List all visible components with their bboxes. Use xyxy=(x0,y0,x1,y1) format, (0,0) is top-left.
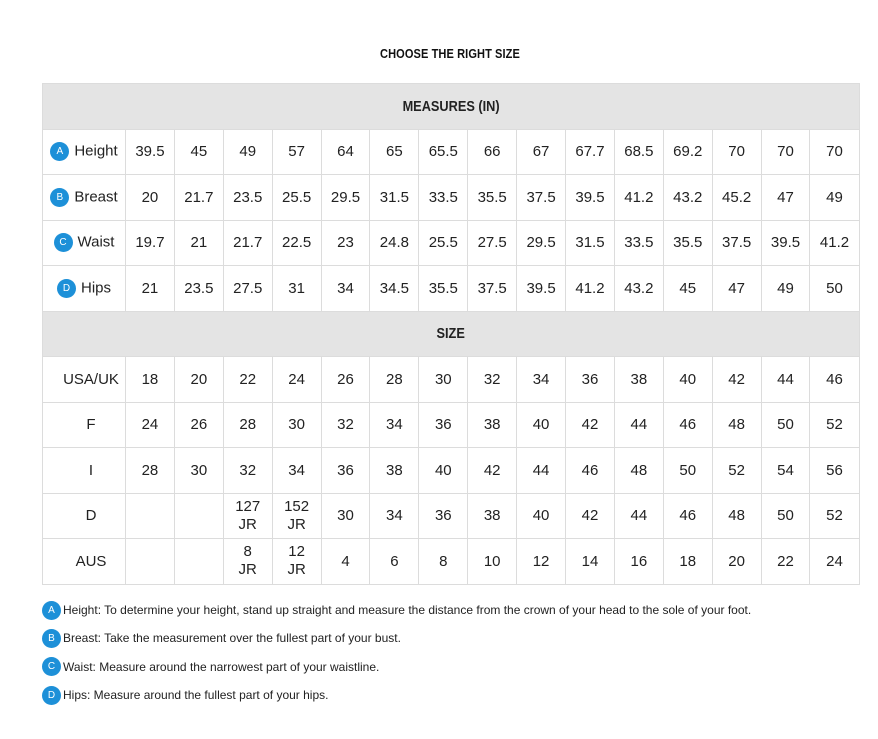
table-cell-line: JR xyxy=(238,515,257,533)
table-cell: 48 xyxy=(614,448,663,494)
table-cell: 70 xyxy=(810,129,859,175)
table-cell: 49 xyxy=(761,266,810,312)
row-label-text: AUS xyxy=(75,552,107,570)
measure-row xyxy=(43,266,860,312)
table-cell: 34 xyxy=(370,402,419,448)
table-cell: 25.5 xyxy=(419,220,468,266)
table-cell: 30 xyxy=(174,448,223,494)
row-label xyxy=(43,266,126,312)
table-cell-line: 12 xyxy=(288,543,305,561)
table-cell: 36 xyxy=(419,402,468,448)
size-chart-table xyxy=(42,83,860,585)
size-row xyxy=(43,493,860,539)
table-cell: 46 xyxy=(663,493,712,539)
table-cell: 40 xyxy=(663,357,712,403)
table-cell: 35.5 xyxy=(419,266,468,312)
table-cell: 52 xyxy=(810,493,859,539)
page-title: CHOOSE THE RIGHT SIZE xyxy=(380,46,520,61)
table-cell: 31.5 xyxy=(370,175,419,221)
table-cell: 16 xyxy=(614,539,663,585)
note-text: Waist: Measure around the narrowest part of your waistline. xyxy=(63,659,380,674)
table-cell: 28 xyxy=(126,448,175,494)
table-cell: 4 xyxy=(321,539,370,585)
measure-row xyxy=(43,175,860,221)
table-cell xyxy=(223,539,272,585)
table-cell: 70 xyxy=(712,129,761,175)
row-label xyxy=(43,129,126,175)
table-cell: 50 xyxy=(663,448,712,494)
row-label xyxy=(43,220,126,266)
letter-badge-icon: B xyxy=(42,629,61,648)
letter-badge-icon: A xyxy=(50,142,69,161)
table-cell xyxy=(174,493,223,539)
table-cell: 52 xyxy=(810,402,859,448)
table-cell: 38 xyxy=(468,493,517,539)
row-label-text: F xyxy=(86,416,96,434)
measures-header-text: MEASURES (IN) xyxy=(402,97,500,115)
table-cell: 45.2 xyxy=(712,175,761,221)
table-cell: 31 xyxy=(272,266,321,312)
table-cell: 46 xyxy=(663,402,712,448)
table-cell: 45 xyxy=(663,266,712,312)
size-header xyxy=(43,311,860,357)
table-cell: 10 xyxy=(468,539,517,585)
table-cell: 21 xyxy=(126,266,175,312)
note-item xyxy=(42,653,862,681)
table-cell: 25.5 xyxy=(272,175,321,221)
table-cell: 68.5 xyxy=(614,129,663,175)
row-label-text: I xyxy=(88,461,94,479)
note-item xyxy=(42,596,862,624)
table-cell: 67 xyxy=(517,129,566,175)
table-cell: 26 xyxy=(321,357,370,403)
table-cell: 18 xyxy=(126,357,175,403)
table-cell: 44 xyxy=(614,493,663,539)
table-cell: 19.7 xyxy=(126,220,175,266)
table-cell: 20 xyxy=(174,357,223,403)
table-cell: 45 xyxy=(174,129,223,175)
table-cell: 50 xyxy=(810,266,859,312)
table-cell: 34 xyxy=(321,266,370,312)
table-cell: 34.5 xyxy=(370,266,419,312)
table-cell: 29.5 xyxy=(517,220,566,266)
table-cell-line: JR xyxy=(287,515,306,533)
table-cell: 24.8 xyxy=(370,220,419,266)
table-cell-line: 127 xyxy=(235,497,261,515)
size-row xyxy=(43,448,860,494)
table-cell-line: JR xyxy=(287,561,306,579)
table-cell: 49 xyxy=(810,175,859,221)
table-cell: 30 xyxy=(419,357,468,403)
table-cell: 35.5 xyxy=(663,220,712,266)
table-cell: 23.5 xyxy=(223,175,272,221)
table-cell-line: JR xyxy=(238,561,257,579)
table-cell: 23 xyxy=(321,220,370,266)
row-label-text: Height xyxy=(74,142,118,160)
table-cell: 28 xyxy=(223,402,272,448)
table-cell: 27.5 xyxy=(223,266,272,312)
table-cell: 12 xyxy=(517,539,566,585)
size-row xyxy=(43,402,860,448)
note-text: Hips: Measure around the fullest part of your hips. xyxy=(63,688,329,703)
note-text: Height: To determine your height, stand up straight and measure the distance from the crown of your head to the sole of your foot. xyxy=(63,603,752,618)
table-cell: 36 xyxy=(566,357,615,403)
table-cell: 48 xyxy=(712,493,761,539)
table-cell: 24 xyxy=(126,402,175,448)
size-row xyxy=(43,539,860,585)
table-cell: 41.2 xyxy=(614,175,663,221)
table-cell: 21.7 xyxy=(223,220,272,266)
table-cell: 70 xyxy=(761,129,810,175)
table-cell: 34 xyxy=(272,448,321,494)
row-label-text: Waist xyxy=(77,233,115,251)
table-cell: 67.7 xyxy=(566,129,615,175)
table-cell: 21.7 xyxy=(174,175,223,221)
table-cell: 22 xyxy=(223,357,272,403)
table-cell: 42 xyxy=(566,493,615,539)
measure-row xyxy=(43,220,860,266)
table-cell: 20 xyxy=(712,539,761,585)
table-cell: 50 xyxy=(761,402,810,448)
table-cell: 38 xyxy=(468,402,517,448)
letter-badge-icon: B xyxy=(50,188,69,207)
row-label-text: D xyxy=(85,507,97,525)
letter-badge-icon: C xyxy=(42,657,61,676)
size-header-text: SIZE xyxy=(436,325,465,343)
table-cell: 39.5 xyxy=(566,175,615,221)
table-cell: 33.5 xyxy=(614,220,663,266)
table-cell: 42 xyxy=(468,448,517,494)
table-cell: 69.2 xyxy=(663,129,712,175)
measures-header xyxy=(43,84,860,130)
table-cell xyxy=(272,493,321,539)
note-item xyxy=(42,681,862,709)
table-cell xyxy=(223,493,272,539)
table-cell: 8 xyxy=(419,539,468,585)
row-label xyxy=(43,357,126,403)
table-cell: 49 xyxy=(223,129,272,175)
table-cell: 56 xyxy=(810,448,859,494)
letter-badge-icon: D xyxy=(57,279,76,298)
table-cell: 64 xyxy=(321,129,370,175)
measure-row xyxy=(43,129,860,175)
row-label-text: Breast xyxy=(74,188,118,206)
table-cell: 36 xyxy=(419,493,468,539)
table-cell: 14 xyxy=(566,539,615,585)
table-cell: 30 xyxy=(272,402,321,448)
size-row xyxy=(43,311,860,357)
row-label xyxy=(43,175,126,221)
table-cell: 44 xyxy=(517,448,566,494)
note-item xyxy=(42,624,862,652)
table-cell: 54 xyxy=(761,448,810,494)
table-cell: 40 xyxy=(517,493,566,539)
table-cell: 18 xyxy=(663,539,712,585)
table-cell: 22 xyxy=(761,539,810,585)
table-cell: 33.5 xyxy=(419,175,468,221)
row-label xyxy=(43,402,126,448)
row-label-text: Hips xyxy=(80,279,111,297)
table-cell: 26 xyxy=(174,402,223,448)
table-cell xyxy=(174,539,223,585)
table-cell: 27.5 xyxy=(468,220,517,266)
table-cell: 46 xyxy=(810,357,859,403)
table-cell: 47 xyxy=(712,266,761,312)
table-cell xyxy=(126,493,175,539)
table-cell: 50 xyxy=(761,493,810,539)
table-cell: 44 xyxy=(761,357,810,403)
measurement-notes xyxy=(42,596,862,709)
table-cell: 32 xyxy=(223,448,272,494)
table-cell: 38 xyxy=(614,357,663,403)
table-cell: 44 xyxy=(614,402,663,448)
row-label xyxy=(43,448,126,494)
table-cell: 38 xyxy=(370,448,419,494)
table-cell: 22.5 xyxy=(272,220,321,266)
table-cell: 43.2 xyxy=(614,266,663,312)
table-cell: 31.5 xyxy=(566,220,615,266)
note-text: Breast: Take the measurement over the fullest part of your bust. xyxy=(63,631,401,646)
table-cell: 36 xyxy=(321,448,370,494)
table-cell: 65.5 xyxy=(419,129,468,175)
table-cell: 66 xyxy=(468,129,517,175)
table-cell: 37.5 xyxy=(712,220,761,266)
table-cell: 41.2 xyxy=(566,266,615,312)
table-cell: 39.5 xyxy=(126,129,175,175)
table-cell: 34 xyxy=(370,493,419,539)
table-cell: 41.2 xyxy=(810,220,859,266)
table-cell: 32 xyxy=(321,402,370,448)
table-cell: 39.5 xyxy=(761,220,810,266)
table-cell-line: 8 xyxy=(243,543,252,561)
table-cell: 40 xyxy=(517,402,566,448)
table-cell: 21 xyxy=(174,220,223,266)
table-cell: 43.2 xyxy=(663,175,712,221)
table-cell: 40 xyxy=(419,448,468,494)
table-cell: 65 xyxy=(370,129,419,175)
table-cell: 57 xyxy=(272,129,321,175)
table-cell: 29.5 xyxy=(321,175,370,221)
table-cell: 48 xyxy=(712,402,761,448)
table-cell: 39.5 xyxy=(517,266,566,312)
letter-badge-icon: C xyxy=(54,233,73,252)
letter-badge-icon: D xyxy=(42,686,61,705)
table-cell: 30 xyxy=(321,493,370,539)
table-cell: 23.5 xyxy=(174,266,223,312)
letter-badge-icon: A xyxy=(42,601,61,620)
table-cell: 37.5 xyxy=(468,266,517,312)
row-label xyxy=(43,539,126,585)
table-cell: 35.5 xyxy=(468,175,517,221)
table-cell xyxy=(126,539,175,585)
table-cell: 37.5 xyxy=(517,175,566,221)
table-cell: 24 xyxy=(272,357,321,403)
table-cell: 32 xyxy=(468,357,517,403)
table-cell: 28 xyxy=(370,357,419,403)
table-cell xyxy=(272,539,321,585)
table-cell: 42 xyxy=(712,357,761,403)
table-cell: 6 xyxy=(370,539,419,585)
table-cell: 42 xyxy=(566,402,615,448)
row-label xyxy=(43,493,126,539)
table-cell: 47 xyxy=(761,175,810,221)
table-cell: 20 xyxy=(126,175,175,221)
table-cell-line: 152 xyxy=(284,497,310,515)
table-cell: 52 xyxy=(712,448,761,494)
table-cell: 24 xyxy=(810,539,859,585)
size-row xyxy=(43,357,860,403)
measures-row xyxy=(43,84,860,130)
table-cell: 46 xyxy=(566,448,615,494)
table-cell: 34 xyxy=(517,357,566,403)
row-label-text: USA/UK xyxy=(63,370,119,388)
